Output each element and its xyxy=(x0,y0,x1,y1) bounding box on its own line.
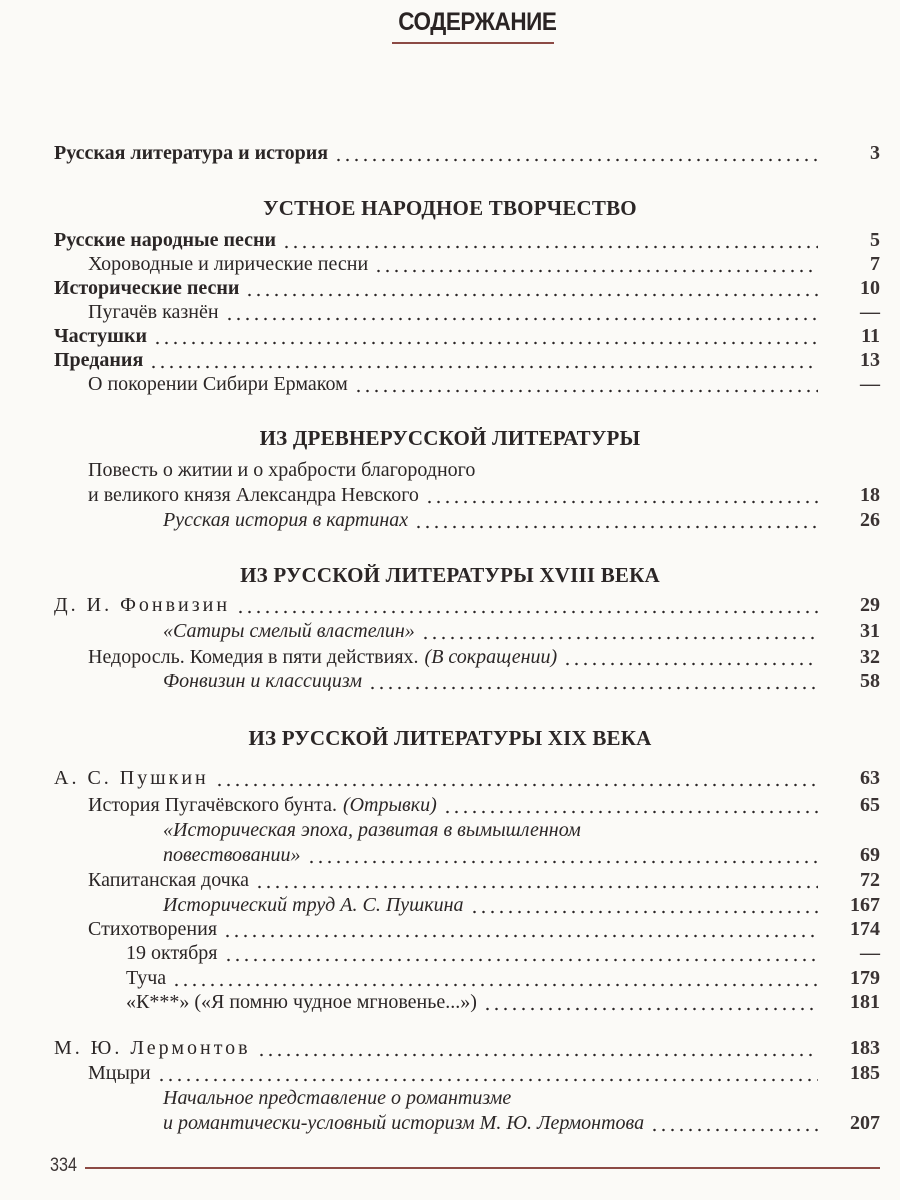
dot-leader xyxy=(334,141,818,165)
dot-leader xyxy=(354,372,818,396)
toc-page-number: 207 xyxy=(850,1112,880,1134)
toc-page-number: 10 xyxy=(860,277,880,299)
toc-entry xyxy=(54,893,880,917)
toc-page-number: 183 xyxy=(850,1037,880,1059)
toc-entry xyxy=(54,483,880,507)
dot-leader xyxy=(414,508,818,532)
toc-page-number: 26 xyxy=(860,509,880,531)
toc-entry-text: История Пугачёвского бунта. xyxy=(88,794,337,816)
title-underline xyxy=(392,42,554,44)
toc-entry xyxy=(54,766,880,790)
toc-entry xyxy=(54,276,880,300)
toc-entry-text: повествовании» xyxy=(163,844,301,866)
toc-page-number: 11 xyxy=(861,325,880,347)
toc-entry-title xyxy=(88,483,425,507)
toc-entry-title xyxy=(126,941,224,965)
toc-entry-text: и романтически-условный историзм М. Ю. Лермонтова xyxy=(163,1112,645,1134)
toc-entry-title xyxy=(88,372,354,396)
toc-entry xyxy=(54,1061,880,1085)
toc-page-number: 5 xyxy=(870,229,880,251)
toc-entry-text: «Историческая эпоха, развитая в вымышленном xyxy=(163,819,581,841)
dot-leader xyxy=(374,252,818,276)
section-heading: ИЗ ДРЕВНЕРУССКОЙ ЛИТЕРАТУРЫ xyxy=(259,426,641,450)
toc-entry-title xyxy=(54,228,282,252)
toc-entry-title xyxy=(54,593,236,617)
toc-entry-text: Предания xyxy=(54,349,144,371)
toc-entry-text: Д. И. Фонвизин xyxy=(54,594,231,616)
toc-page-number: — xyxy=(860,301,880,323)
footer-rule xyxy=(85,1167,880,1169)
dot-leader xyxy=(223,917,818,941)
toc-entry-text: А. С. Пушкин xyxy=(54,767,209,789)
dot-leader xyxy=(153,324,818,348)
toc-entry xyxy=(54,252,880,276)
toc-entry xyxy=(54,793,880,817)
toc-entry-title xyxy=(126,990,483,1014)
toc-entry-title xyxy=(88,252,374,276)
toc-entry xyxy=(54,593,880,617)
dot-leader xyxy=(368,669,818,693)
toc-entry-title xyxy=(163,669,368,693)
dot-leader xyxy=(443,793,818,817)
toc-entry-text: Туча xyxy=(126,967,167,989)
toc-entry-text: «К***» («Я помню чудное мгновенье...») xyxy=(126,991,477,1013)
toc-entry-title xyxy=(88,917,223,941)
toc-entry xyxy=(54,941,880,965)
toc-entry-text: Повесть о житии и о храбрости благородного xyxy=(88,459,476,481)
toc-entry-title xyxy=(163,508,414,532)
toc-page-number: 13 xyxy=(860,349,880,371)
toc-entry-title xyxy=(54,276,245,300)
toc-page-number: 181 xyxy=(850,991,880,1013)
toc-entry xyxy=(54,917,880,941)
dot-leader xyxy=(650,1111,818,1135)
dot-leader xyxy=(215,766,818,790)
toc-entry-text: Начальное представление о романтизме xyxy=(163,1087,512,1109)
dot-leader xyxy=(236,593,818,617)
toc-entry xyxy=(54,669,880,693)
toc-page-number: 72 xyxy=(860,869,880,891)
toc-entry-text: М. Ю. Лермонтов xyxy=(54,1037,251,1059)
toc-entry-title xyxy=(163,818,587,842)
toc-entry-title xyxy=(88,1061,157,1085)
toc-entry xyxy=(54,372,880,396)
toc-entry-text: Стихотворения xyxy=(88,918,218,940)
toc-entry-text: Фонвизин и классицизм xyxy=(163,670,362,692)
toc-entry xyxy=(54,1111,880,1135)
toc-entry-title xyxy=(163,843,307,867)
dot-leader xyxy=(225,300,818,324)
toc-page-number: 179 xyxy=(850,967,880,989)
toc-entry xyxy=(54,1036,880,1060)
toc-entry-title xyxy=(163,619,421,643)
toc-page-number: 58 xyxy=(860,670,880,692)
toc-entry xyxy=(54,966,880,990)
toc-entry xyxy=(54,141,880,165)
dot-leader xyxy=(245,276,818,300)
toc-entry-title xyxy=(163,1086,517,1110)
dot-leader xyxy=(224,941,818,965)
toc-page-number: 3 xyxy=(870,142,880,164)
toc-entry-text: Недоросль. Комедия в пяти действиях. xyxy=(88,646,419,668)
toc-page-number: 18 xyxy=(860,484,880,506)
toc-entry xyxy=(54,228,880,252)
toc-entry xyxy=(54,300,880,324)
toc-page-number: 29 xyxy=(860,594,880,616)
toc-entry xyxy=(54,324,880,348)
toc-entry-text: Русская история в картинах xyxy=(163,509,409,531)
toc-entry-text: Пугачёв казнён xyxy=(88,301,219,323)
toc-entry-text: Капитанская дочка xyxy=(88,869,250,891)
dot-leader xyxy=(563,645,818,669)
toc-entry-text: и великого князя Александра Невского xyxy=(88,484,419,506)
toc-entry-title xyxy=(54,766,215,790)
toc-entry-text: О покорении Сибири Ермаком xyxy=(88,373,348,395)
page-number: 334 xyxy=(50,1155,77,1176)
toc-entry-title xyxy=(88,458,481,482)
toc-entry-text: «Сатиры смелый властелин» xyxy=(163,620,415,642)
toc-entry-title xyxy=(88,793,443,817)
toc-entry-text: Мцыри xyxy=(88,1062,151,1084)
toc-entry xyxy=(54,868,880,892)
page-title: СОДЕРЖАНИЕ xyxy=(398,8,557,36)
toc-entry-title xyxy=(54,348,149,372)
toc-entry xyxy=(54,508,880,532)
toc-entry-title xyxy=(88,300,225,324)
dot-leader xyxy=(149,348,818,372)
toc-entry-text: Частушки xyxy=(54,325,148,347)
toc-entry xyxy=(54,458,880,482)
toc-entry-title xyxy=(54,324,153,348)
section-heading: УСТНОЕ НАРОДНОЕ ТВОРЧЕСТВО xyxy=(263,196,637,220)
dot-leader xyxy=(282,228,818,252)
dot-leader xyxy=(425,483,818,507)
toc-entry-text: Русские народные песни xyxy=(54,229,277,251)
dot-leader xyxy=(157,1061,818,1085)
toc-page-number: — xyxy=(860,373,880,395)
toc-page-number: 31 xyxy=(860,620,880,642)
toc-page-number: 63 xyxy=(860,767,880,789)
toc-page-number: 174 xyxy=(850,918,880,940)
toc-entry xyxy=(54,843,880,867)
dot-leader xyxy=(172,966,818,990)
toc-entry-text: 19 октября xyxy=(126,942,218,964)
dot-leader xyxy=(257,1036,818,1060)
toc-page-number: 69 xyxy=(860,844,880,866)
toc-page-number: 167 xyxy=(850,894,880,916)
toc-entry xyxy=(54,818,880,842)
toc-entry-text: Хороводные и лирические песни xyxy=(88,253,369,275)
toc-entry-note: (Отрывки) xyxy=(342,794,437,816)
toc-entry-title xyxy=(54,1036,257,1060)
dot-leader xyxy=(421,619,818,643)
section-heading: ИЗ РУССКОЙ ЛИТЕРАТУРЫ XIX ВЕКА xyxy=(248,726,652,750)
toc-entry xyxy=(54,619,880,643)
toc-entry-title xyxy=(88,868,255,892)
toc-entry xyxy=(54,645,880,669)
toc-page-number: 65 xyxy=(860,794,880,816)
toc-entry-note: (В сокращении) xyxy=(424,646,558,668)
dot-leader xyxy=(470,893,818,917)
toc-entry xyxy=(54,348,880,372)
dot-leader xyxy=(255,868,818,892)
toc-entry-title xyxy=(88,645,563,669)
toc-page-number: 32 xyxy=(860,646,880,668)
toc-entry-title xyxy=(126,966,172,990)
toc-entry-title xyxy=(163,893,470,917)
toc-page-number: 7 xyxy=(870,253,880,275)
dot-leader xyxy=(307,843,819,867)
toc-entry xyxy=(54,990,880,1014)
toc-entry-text: Исторический труд А. С. Пушкина xyxy=(163,894,464,916)
toc-entry-title xyxy=(54,141,334,165)
toc-entry-text: Русская литература и история xyxy=(54,142,329,164)
section-heading: ИЗ РУССКОЙ ЛИТЕРАТУРЫ XVIII ВЕКА xyxy=(240,563,660,587)
toc-page-number: 185 xyxy=(850,1062,880,1084)
toc-entry-text: Исторические песни xyxy=(54,277,240,299)
dot-leader xyxy=(483,990,818,1014)
toc-page-number: — xyxy=(860,942,880,964)
toc-entry xyxy=(54,1086,880,1110)
toc-entry-title xyxy=(163,1111,650,1135)
